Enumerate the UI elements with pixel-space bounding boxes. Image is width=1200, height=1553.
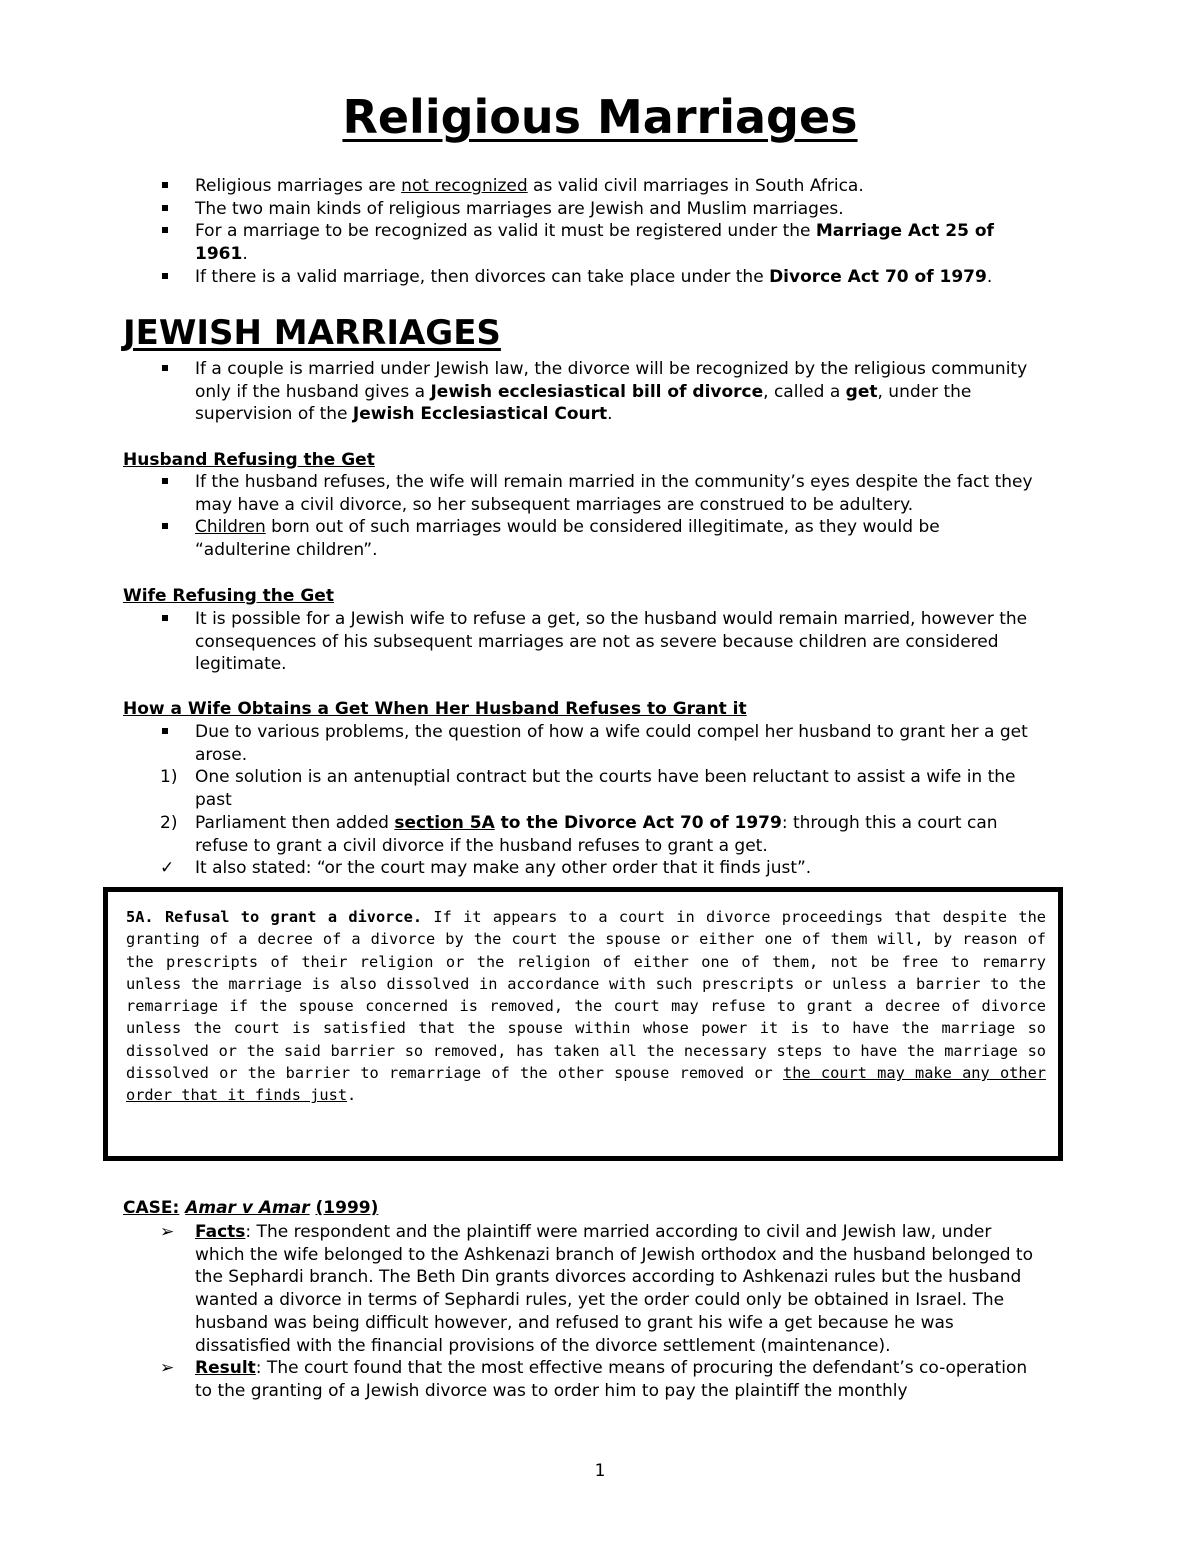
arrow-bullet-icon: ➢ — [160, 1358, 175, 1379]
square-bullet-icon — [160, 220, 190, 243]
section-heading-jewish: JEWISH MARRIAGES — [123, 313, 501, 353]
subheading-wife-refusing: Wife Refusing the Get — [123, 586, 334, 606]
square-bullet-icon — [160, 471, 190, 494]
jewish-list — [160, 358, 1040, 426]
list-item: If there is a valid marriage, then divorces can take place under the Divorce Act 70 of 1979. — [160, 266, 1040, 289]
list-item: The two main kinds of religious marriages are Jewish and Muslim marriages. — [160, 198, 1040, 221]
list-number: 2) — [160, 812, 178, 833]
intro-list — [160, 175, 1040, 289]
list-item: Religious marriages are not recognized as valid civil marriages in South Africa. — [160, 175, 1040, 198]
list-item: Due to various problems, the question of how a wife could compel her husband to grant her a get arose. — [160, 721, 1040, 766]
list-item: If the husband refuses, the wife will remain married in the community’s eyes despite the fact they may have a civil divorce, so her subsequent marriages are construed to be adultery. — [160, 471, 1040, 516]
list-item: For a marriage to be recognized as valid it must be registered under the Marriage Act 25 of 1961. — [160, 220, 1040, 265]
list-item: It is possible for a Jewish wife to refuse a get, so the husband would remain married, however the consequences of his subsequent marriages are not as severe because children are considered legitimate. — [160, 608, 1040, 676]
square-bullet-icon — [160, 266, 190, 289]
wife-refusing-list — [160, 608, 1040, 676]
case-list — [160, 1221, 1040, 1403]
square-bullet-icon — [160, 721, 190, 744]
square-bullet-icon — [160, 608, 190, 631]
checkmark-icon: ✓ — [160, 858, 175, 879]
square-bullet-icon — [160, 516, 190, 539]
list-item: If a couple is married under Jewish law, the divorce will be recognized by the religious community only if the husband gives a Jewish ecclesiastical bill of divorce, called a get, under the supervision of the Jewish Ecclesiastical Court. — [160, 358, 1040, 426]
list-item: ✓ It also stated: “or the court may make any other order that it finds just”. — [160, 858, 812, 879]
square-bullet-icon — [160, 198, 190, 221]
statute-text: 5A. Refusal to grant a divorce. If it appears to a court in divorce proceedings that despite the granting of a decree of a divorce by the court the spouse or either one of them will, by reason of the prescripts of their religion or the religion of either one of them, not be free to remarry unless the marriage is also dissolved in accordance with such prescripts or unless a barrier to the remarriage if the spouse concerned is removed, the court may refuse to grant a decree of divorce unless the court is satisfied that the spouse within whose power it is to have the marriage so dissolved or the said barrier so removed, has taken all the necessary steps to have the marriage so dissolved or the barrier to remarriage of the other spouse removed or the court may make any other order that it finds just. — [126, 908, 1046, 1105]
square-bullet-icon — [160, 358, 190, 381]
how-wife-list — [160, 721, 1040, 880]
list-number: 1) — [160, 767, 178, 788]
statute-quote-box — [103, 887, 1063, 1161]
numbered-item: 1) One solution is an antenuptial contract but the courts have been reluctant to assist a wife in the past — [160, 767, 1016, 811]
list-item: ➢ Facts: The respondent and the plaintiff were married according to civil and Jewish law, under which the wife belonged to the Ashkenazi branch of Jewish orthodox and the husband belonged to the Sephardi branch. The Beth Din grants divorces according to Ashkenazi rules but the husband wanted a divorce in terms of Sephardi rules, yet the order could only be obtained in Israel. The husband was being difficult however, and refused to grant his wife a get because he was dissatisfied with the financial provisions of the divorce settlement (maintenance). — [160, 1222, 1033, 1356]
list-item: Children born out of such marriages would be considered illegitimate, as they would be “adulterine children”. — [160, 516, 1040, 561]
subheading-how-wife-obtains-get: How a Wife Obtains a Get When Her Husband Refuses to Grant it — [123, 699, 747, 719]
list-item: ➢ Result: The court found that the most effective means of procuring the defendant’s co-operation to the granting of a Jewish divorce was to order him to pay the plaintiff the monthly — [160, 1358, 1028, 1401]
page-title: Religious Marriages — [342, 90, 858, 144]
page-number: 1 — [594, 1461, 606, 1481]
numbered-item: 2) Parliament then added section 5A to the Divorce Act 70 of 1979: through this a court can refuse to grant a civil divorce if the husband refuses to grant a get. — [160, 812, 998, 856]
case-heading: CASE: Amar v Amar (1999) — [123, 1198, 379, 1218]
square-bullet-icon — [160, 175, 190, 198]
husband-refusing-list — [160, 471, 1040, 562]
arrow-bullet-icon: ➢ — [160, 1222, 175, 1242]
subheading-husband-refusing: Husband Refusing the Get — [123, 450, 375, 470]
